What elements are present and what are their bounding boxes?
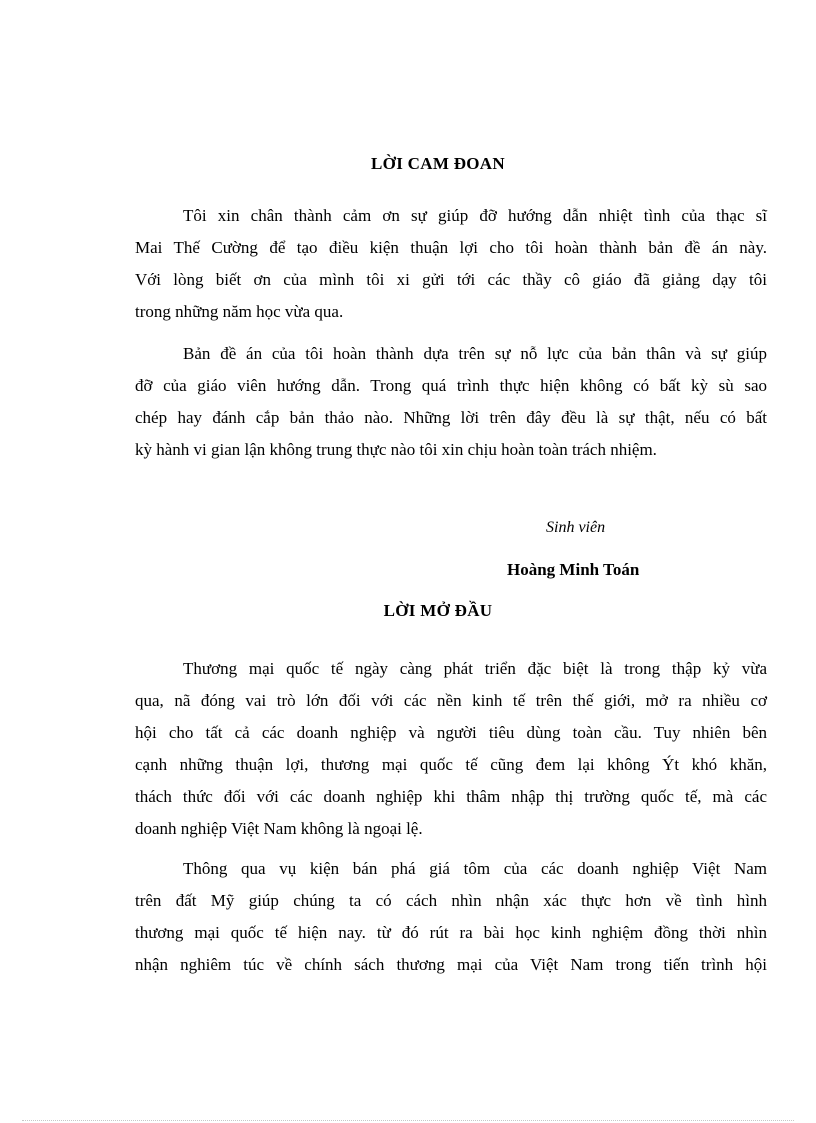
text-line: thương mại quốc tế hiện nay. từ đó rút ra bài học kinh nghiệm đồng thời nhìn (135, 923, 767, 942)
text-line: doanh nghiệp Việt Nam không là ngoại lệ. (135, 819, 423, 838)
text-line: đỡ của giáo viên hướng dẫn. Trong quá trình thực hiện không có bất kỳ sù sao (135, 376, 767, 395)
text-line: Thông qua vụ kiện bán phá giá tôm của các doanh nghiệp Việt Nam (183, 859, 767, 878)
text-line: hội cho tất cả các doanh nghiệp và người tiêu dùng toàn cầu. Tuy nhiên bên (135, 723, 767, 742)
text-line: Thương mại quốc tế ngày càng phát triển đặc biệt là trong thập kỷ vừa (183, 659, 767, 678)
introduction-paragraph-1 (135, 653, 767, 845)
page-bottom-rule (22, 1120, 794, 1121)
signature-role: Sinh viên (546, 519, 606, 536)
text-line: trong những năm học vừa qua. (135, 302, 344, 321)
introduction-title: LỜI MỞ ĐẦU (383, 601, 493, 620)
declaration-title: LỜI CAM ĐOAN (371, 154, 505, 173)
introduction-paragraph-2 (135, 853, 767, 981)
text-line: qua, nã đóng vai trò lớn đối với các nền kinh tế trên thế giới, mở ra nhiều cơ (135, 691, 767, 710)
text-line: Bản đề án của tôi hoàn thành dựa trên sự nỗ lực của bản thân và sự giúp (183, 344, 767, 363)
text-line: thách thức đối với các doanh nghiệp khi thâm nhập thị trường quốc tế, mà các (135, 787, 767, 806)
text-line: Với lòng biết ơn của mình tôi xi gửi tới các thầy cô giáo đã giảng dạy tôi (135, 270, 767, 289)
text-line: kỳ hành vi gian lận không trung thực nào tôi xin chịu hoàn toàn trách nhiệm. (135, 440, 657, 459)
text-line: cạnh những thuận lợi, thương mại quốc tế cũng đem lại không Ýt khó khăn, (135, 755, 767, 774)
signature-name: Hoàng Minh Toán (507, 560, 640, 579)
declaration-paragraph-2 (135, 338, 767, 466)
text-line: trên đất Mỹ giúp chúng ta có cách nhìn nhận xác thực hơn về tình hình (135, 891, 767, 910)
text-line: chép hay đánh cắp bản thảo nào. Những lời trên đây đều là sự thật, nếu có bất (135, 408, 767, 427)
text-line: Tôi xin chân thành cảm ơn sự giúp đỡ hướng dẫn nhiệt tình của thạc sĩ (183, 206, 767, 225)
text-line: nhận nghiêm túc về chính sách thương mại của Việt Nam trong tiến trình hội (135, 955, 767, 974)
declaration-paragraph-1 (135, 200, 767, 328)
text-line: Mai Thế Cường để tạo điều kiện thuận lợi cho tôi hoàn thành bản đề án này. (135, 238, 767, 257)
